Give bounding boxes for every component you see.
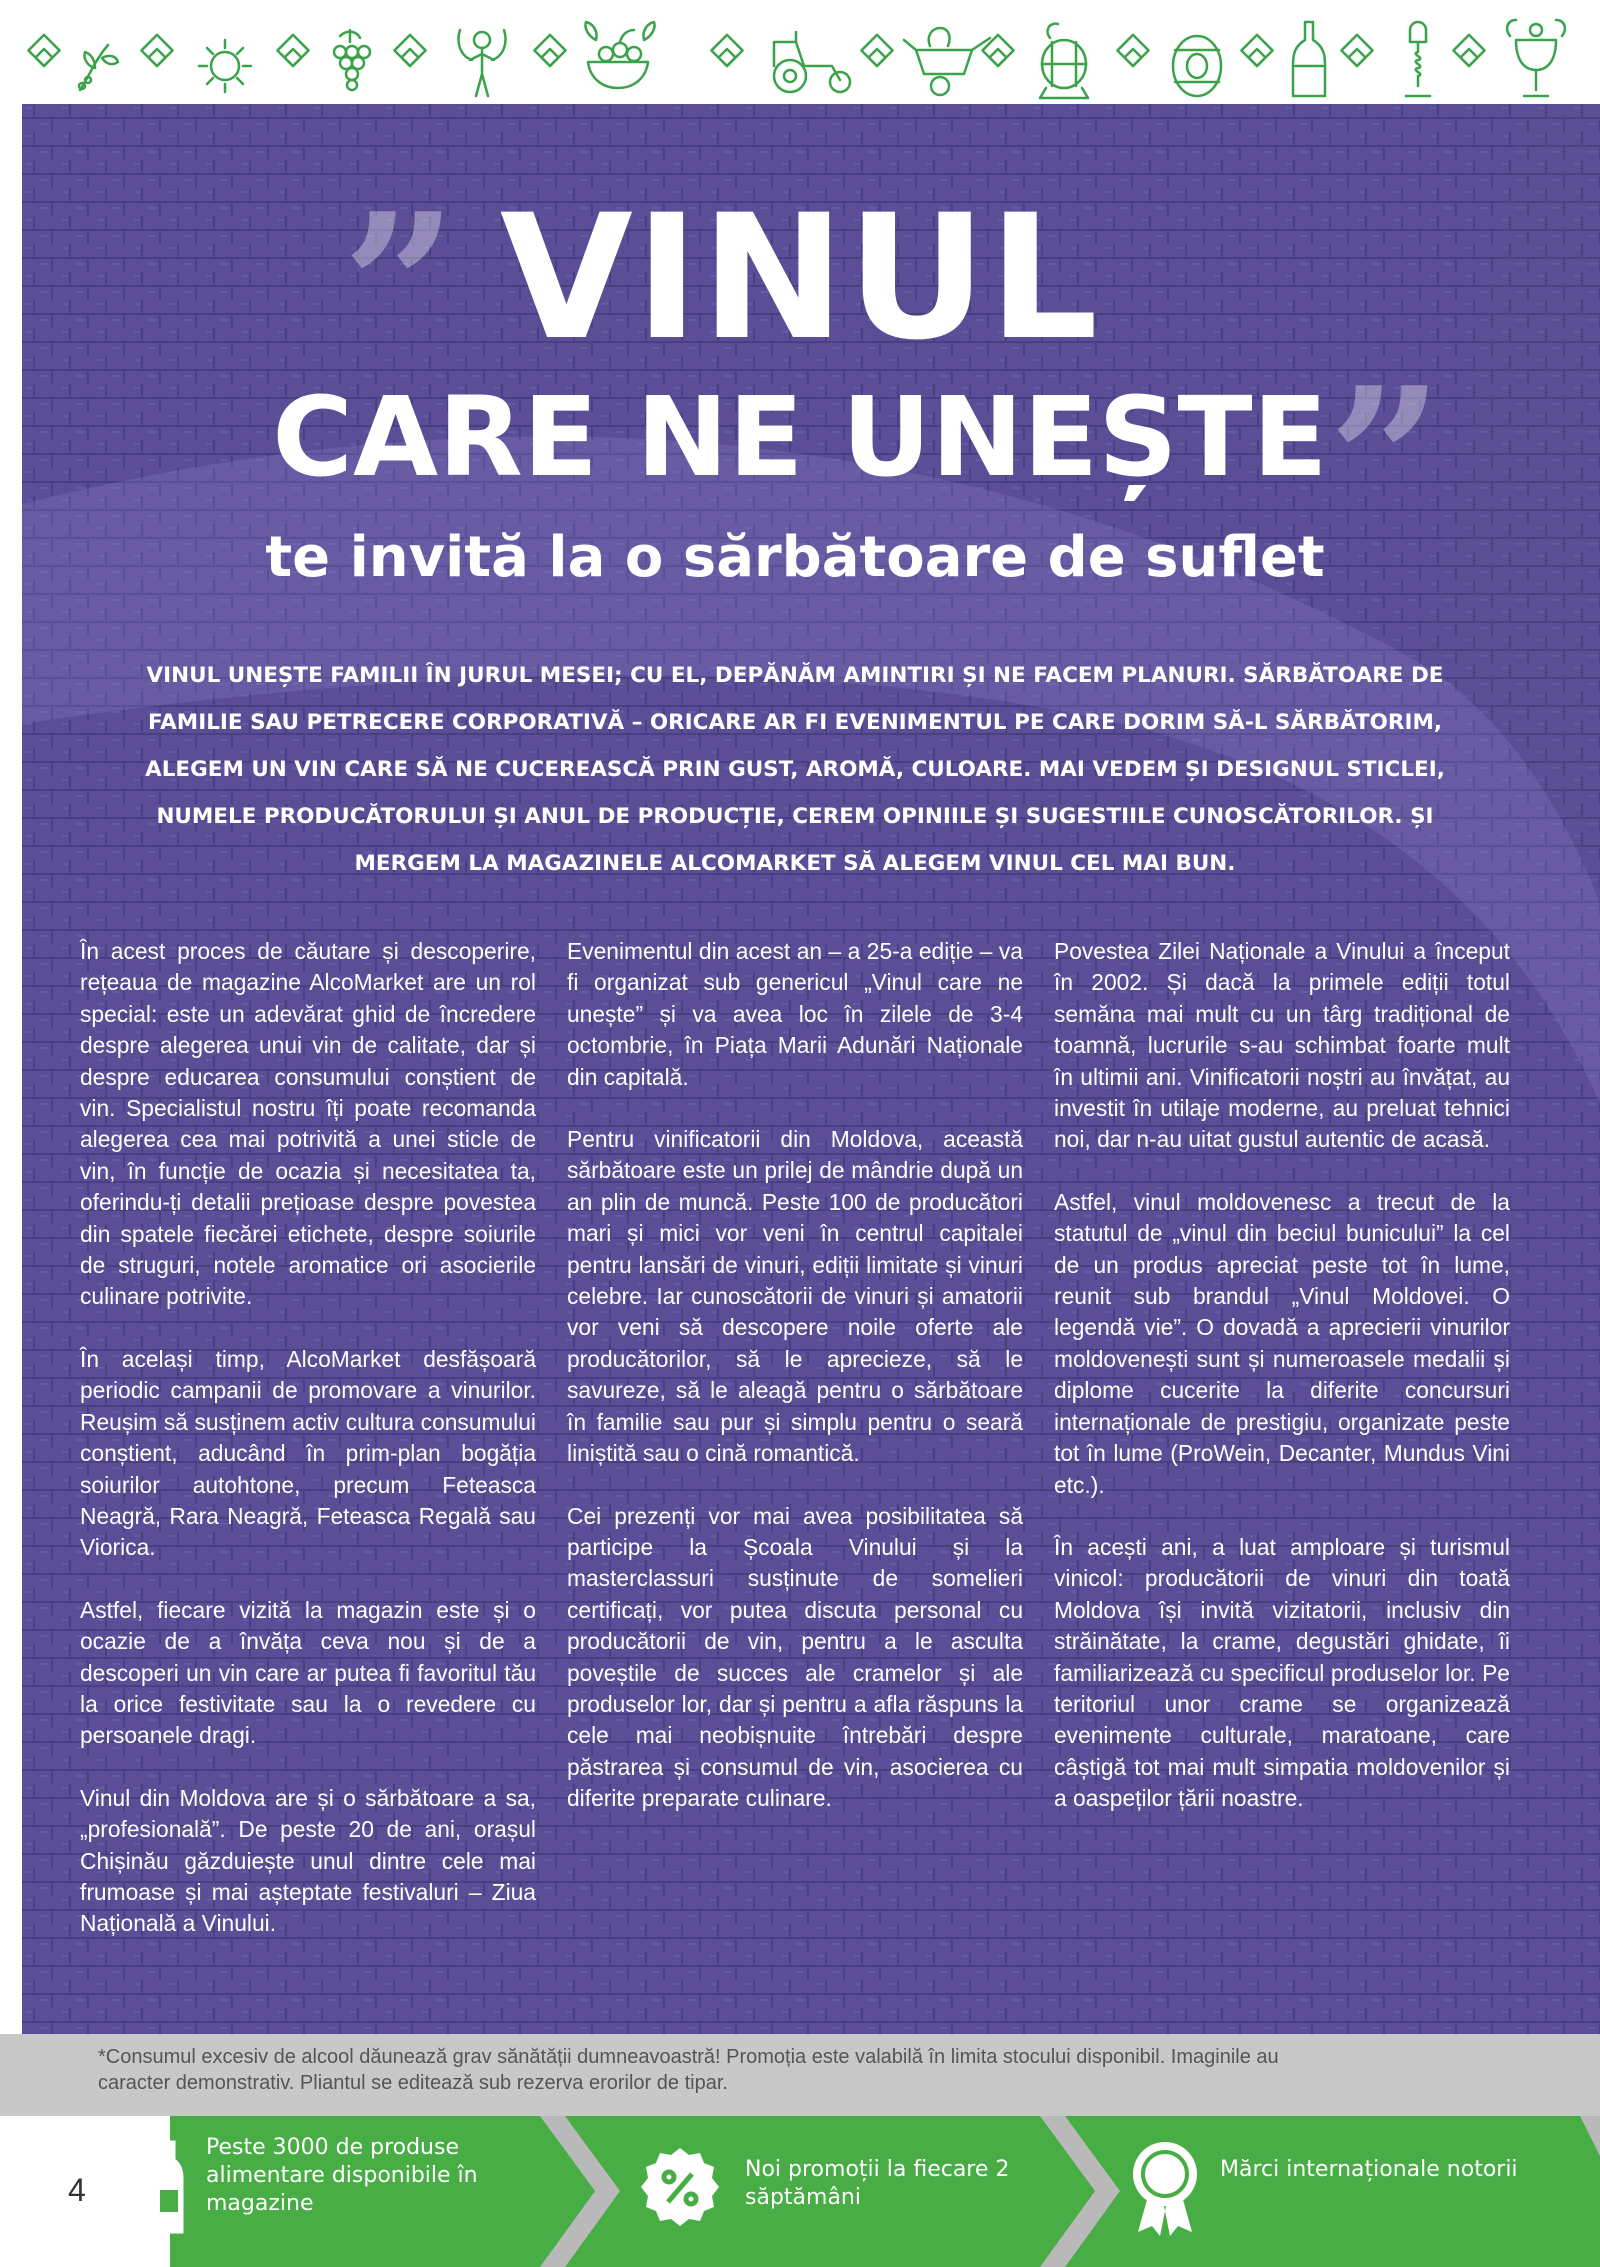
paragraph: Pentru vinificatorii din Moldova, această sărbătoare este un prilej de mândrie după un an plin de muncă. Peste 100 de producători mari și mici vor veni în centrul capitalei pentru lansări de vinuri, ediții limitate și vinuri celebre. Iar cunoscătorii de vinuri și amatorii vor veni să descopere noile oferte ale producătorilor, să le aprecieze, să le savureze, să le aleagă pentru o sărbătoare în familie sau pur și simplu pentru o seară liniștită sau o cină romantică. xyxy=(567,1126,1023,1467)
footer-bar xyxy=(0,2116,1600,2267)
fruit-bowl-icon xyxy=(585,22,654,88)
paragraph: Evenimentul din acest an – a 25-a ediție – va fi organizat sub genericul „Vinul care ne unește” și va avea loc în zilele de 3-4 octombrie, în Piața Marii Adunări Naționale din capitală. xyxy=(567,938,1023,1090)
diamond-icon xyxy=(1241,35,1272,66)
wine-glass-bottle-icon xyxy=(114,2138,190,2238)
diamond-icon xyxy=(28,35,59,66)
headline-subtitle: te invită la o sărbătoare de suflet xyxy=(265,525,1325,590)
award-rosette-icon xyxy=(1130,2138,1200,2238)
wine-glass-icon xyxy=(1507,20,1565,96)
headline-line-2: CARE NE UNEȘTE xyxy=(272,373,1328,501)
paragraph: Cei prezenți vor mai avea posibilitatea să participe la Școala Vinului și la masterclassuri susținute de somelieri certificați, vor putea discuta personal cu producătorii de vin, pentru a le asculta poveștile de succes ale cramelor și ale produselor lor, dar și pentru a afla răspuns la cele mai neobișnuite întrebări despre păstrarea și consumul de vin, asocierea cu diferite preparate culinare. xyxy=(567,1502,1023,1812)
paragraph: Povestea Zilei Naționale a Vinului a început în 2002. Și dacă la primele ediții totul semăna mai mult cu un târg tradițional de toamnă, lucrurile s-au schimbat foarte mult în ultimii ani. Vinificatorii noștri au învățat, au investit în utilaje moderne, au preluat tehnici noi, dar n-au uitat gustul autentic de acasă. xyxy=(1054,938,1510,1153)
article-column-2 xyxy=(567,936,1023,1846)
paragraph: Astfel, vinul moldovenesc a trecut de la statutul de „vinul din beciul bunicului” la cel de un produs apreciat peste tot în lume, reunit sub brandul „Vinul Moldovei. O legendă vie”. O dovadă a aprecierii vinurilor moldovenești sunt și numeroasele medalii și diplome cucerite la diferite concursuri internaționale de prestigiu, organizate peste tot în lume (ProWein, Decanter, Mundus Vini etc.). xyxy=(1054,1188,1510,1498)
article-column-1 xyxy=(80,936,536,1971)
diamond-icon xyxy=(277,35,308,66)
decorative-icon-strip xyxy=(0,0,1600,104)
paragraph: În acești ani, a luat amploare și turismul vinicol: producătorii de vinuri din toată Moldova își invită vizitatorii, inclusiv din străinătate, la crame, degustări ghidate, îi familiarizează cu specificul produselor lor. Pe teritoriul unor crame se organizează evenimente culturale, maratoane, care câștigă tot mai mult simpatia moldovenilor și a oaspeților țării noastre. xyxy=(1054,1533,1510,1812)
feature-promotions-text: Noi promoții la fiecare 2 săptămâni xyxy=(745,2157,1010,2210)
feature-brands-text: Mărci internaționale notorii xyxy=(1220,2157,1518,2182)
farmer-icon xyxy=(459,30,506,96)
page-number: 4 xyxy=(68,2172,86,2208)
diamond-icon xyxy=(1117,35,1148,66)
closing-quote-mark: ” xyxy=(1328,344,1444,579)
diamond-icon xyxy=(1341,35,1372,66)
paragraph: În acest proces de căutare și descoperire, rețeaua de magazine AlcoMarket are un rol special: este un adevărat ghid de încredere despre alegerea unui vin de calitate, dar și despre educarea consumului conștient de vin. Specialistul nostru îți poate recomanda alegerea cea mai potrivită a unei sticle de vin, în funcție de ocazia și necesitatea ta, oferindu-ți detalii prețioase despre povestea din spatele fiecărei etichete, despre soiurile de struguri, notele aromatice ori asocierile culinare potrivite. xyxy=(80,938,536,1310)
paragraph: Astfel, fiecare vizită la magazin este și o ocazie de a învăța ceva nou și de a descoperi un vin care ar putea fi favoritul tău la orice festivitate sau la o revedere cu persoanele dragi. xyxy=(80,1596,536,1749)
paragraph: În același timp, AlcoMarket desfășoară periodic campanii de promovare a vinurilor. Reușim să susținem activ cultura consumului conștient, aducând în prim-plan bogăția soiurilor autohtone, precum Feteasca Neagră, Rara Neagră, Feteasca Regală sau Viorica. xyxy=(80,1345,536,1561)
disclaimer-text: *Consumul excesiv de alcool dăunează grav sănătății dumneavoastră! Promoția este valabilă în limita stocului disponibil. Imaginile au caracter demonstrativ. Pliantul se editează sub rezerva erorilor de tipar. xyxy=(98,2046,1279,2094)
diamond-icon xyxy=(534,35,565,66)
wine-bottle-icon xyxy=(1293,22,1325,96)
diamond-icon xyxy=(141,35,172,66)
diamond-icon xyxy=(861,35,892,66)
article-column-3 xyxy=(1054,936,1510,1846)
diamond-icon xyxy=(1453,35,1484,66)
lead-paragraph: VINUL UNEȘTE FAMILII ÎN JURUL MESEI; CU EL, DEPĂNĂM AMINTIRI ȘI NE FACEM PLANURI. SĂRBĂTOARE DE FAMILIE SAU PETRECERE CORPORATIVĂ – ORICARE AR FI EVENIMENTUL PE CARE DORIM SĂ-L SĂRBĂTORIM, ALEGEM UN VIN CARE SĂ NE CUCEREASCĂ PRIN GUST, AROMĂ, CULOARE. MAI VEDEM ȘI DESIGNUL STICLEI, NUMELE PRODUCĂTORULUI ȘI ANUL DE PRODUCȚIE, CEREM OPINIILE ȘI SUGESTIILE CUNOSCĂTORILOR. ȘI MERGEM LA MAGAZINELE ALCOMARKET SĂ ALEGEM VINUL CEL MAI BUN. xyxy=(145,663,1445,876)
legal-disclaimer-bar xyxy=(0,2034,1600,2116)
feature-products-text: Peste 3000 de produse alimentare disponibile în magazine xyxy=(206,2135,478,2216)
corkscrew-icon xyxy=(1406,22,1430,96)
vine-icon xyxy=(79,45,118,90)
diamond-icon xyxy=(711,35,742,66)
percent-badge-icon xyxy=(638,2146,722,2230)
barrel-icon xyxy=(1173,36,1221,96)
headline-line-1: VINUL xyxy=(499,177,1101,378)
barrel-icon xyxy=(1040,24,1088,98)
cart-icon xyxy=(904,28,990,95)
opening-quote-mark: ” xyxy=(342,170,458,405)
tractor-icon xyxy=(774,32,850,92)
diamond-icon xyxy=(394,35,425,66)
wine-themed-icons xyxy=(0,0,1600,104)
paragraph: Vinul din Moldova are și o sărbătoare a sa, „profesională”. De peste 20 de ani, orașul Chișinău găzduiește unul dintre cele mai frumoase și mai așteptate festivaluri – Ziua Națională a Vinului. xyxy=(80,1784,536,1937)
grapes-icon xyxy=(334,30,370,90)
sun-icon xyxy=(199,40,251,92)
